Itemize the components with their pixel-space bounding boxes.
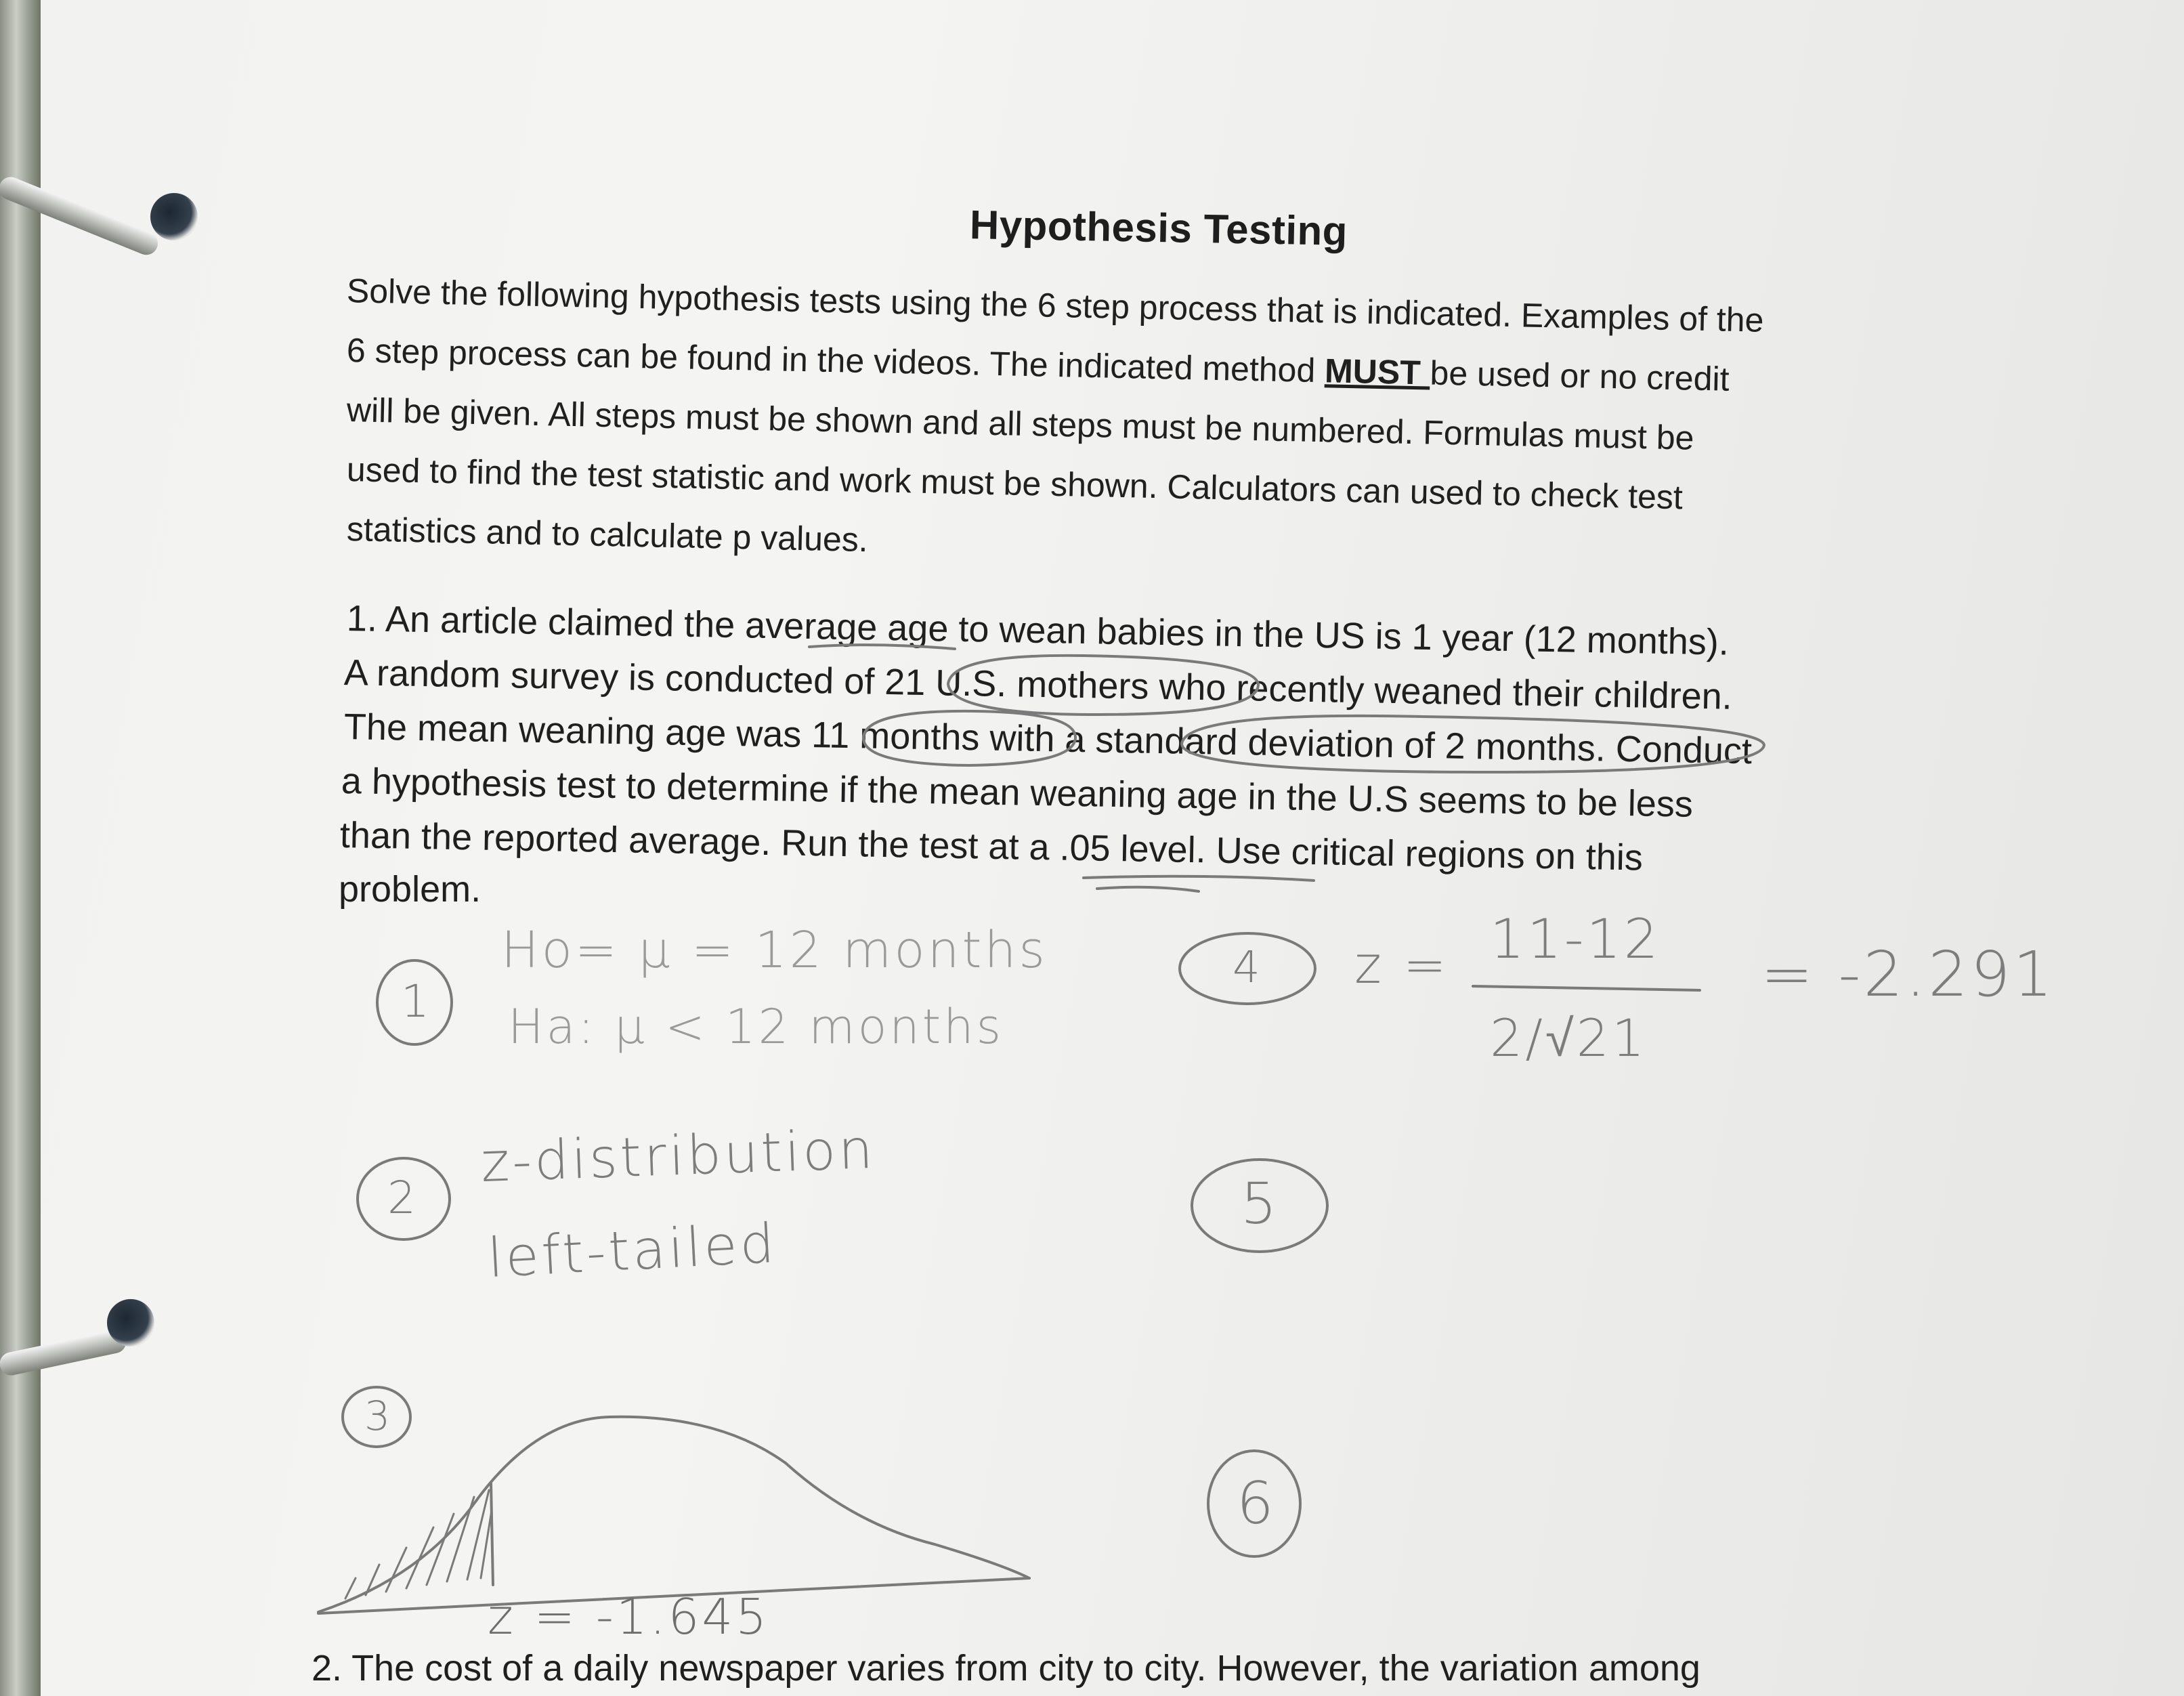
problem-1-line: 1. An article claimed the average age to wean babies in the US is 1 year (12 months). bbox=[346, 598, 1730, 663]
null-hypothesis: Ho= μ = 12 months bbox=[501, 921, 1048, 979]
step-number-1: 1 bbox=[401, 975, 432, 1027]
critical-line bbox=[491, 1483, 493, 1585]
distribution-choice: z-distribution bbox=[479, 1117, 877, 1195]
alternative-hypothesis: Ha: μ < 12 months bbox=[508, 999, 1004, 1055]
circle-mean bbox=[863, 711, 1075, 765]
z-denominator: 2/√21 bbox=[1490, 1008, 1648, 1068]
problem-1-line: than the reported average. Run the test at a .05 level. Use critical regions on this bbox=[339, 815, 1644, 878]
problem-1-line: problem. bbox=[339, 869, 481, 910]
underline-level bbox=[1084, 876, 1314, 881]
instructions-line: statistics and to calculate p values. bbox=[346, 510, 869, 559]
problem-1-line: A random survey is conducted of 21 U.S. mothers who recently weaned their children. bbox=[343, 652, 1733, 717]
step-number-6: 6 bbox=[1237, 1470, 1277, 1538]
underline-average bbox=[809, 645, 955, 649]
page-title: Hypothesis Testing bbox=[969, 202, 1348, 254]
fraction-bar bbox=[1473, 986, 1700, 990]
tail-type: left-tailed bbox=[486, 1211, 779, 1290]
instructions-line: will be given. All steps must be shown and all steps must be numbered. Formulas must be bbox=[346, 391, 1694, 457]
circle-std bbox=[1182, 716, 1764, 772]
instructions-line: Solve the following hypothesis tests using the 6 step process that is indicated. Examples of the bbox=[346, 272, 1764, 339]
test-statistic-result: = -2.291 bbox=[1761, 938, 2055, 1011]
problem-1-line: The mean weaning age was 11 months with a standard deviation of 2 months. Conduct bbox=[343, 706, 1753, 772]
underline-level-2 bbox=[1097, 887, 1199, 891]
emphasis-must: MUST bbox=[1324, 352, 1431, 392]
problem-2-line: 2. The cost of a daily newspaper varies from city to city. However, the variation among bbox=[312, 1648, 1700, 1689]
step-number-3: 3 bbox=[364, 1393, 393, 1440]
problem-1-line: a hypothesis test to determine if the mean weaning age in the U.S seems to be less bbox=[341, 761, 1694, 825]
instructions-line: used to find the test statistic and work must be shown. Calculators can used to check test bbox=[346, 450, 1684, 517]
step-number-5: 5 bbox=[1241, 1170, 1280, 1237]
step-number-2: 2 bbox=[387, 1172, 419, 1224]
instructions-text: 6 step process can be found in the videos. The indicated method bbox=[346, 331, 1325, 390]
instructions-text: be used or no credit bbox=[1430, 354, 1730, 398]
test-statistic-label: z = bbox=[1354, 935, 1449, 995]
critical-value: z = -1.645 bbox=[488, 1588, 769, 1645]
circle-sample-size bbox=[948, 656, 1258, 715]
z-numerator: 11-12 bbox=[1490, 908, 1661, 971]
rejection-shading bbox=[345, 1490, 492, 1598]
step-number-4: 4 bbox=[1233, 943, 1263, 993]
